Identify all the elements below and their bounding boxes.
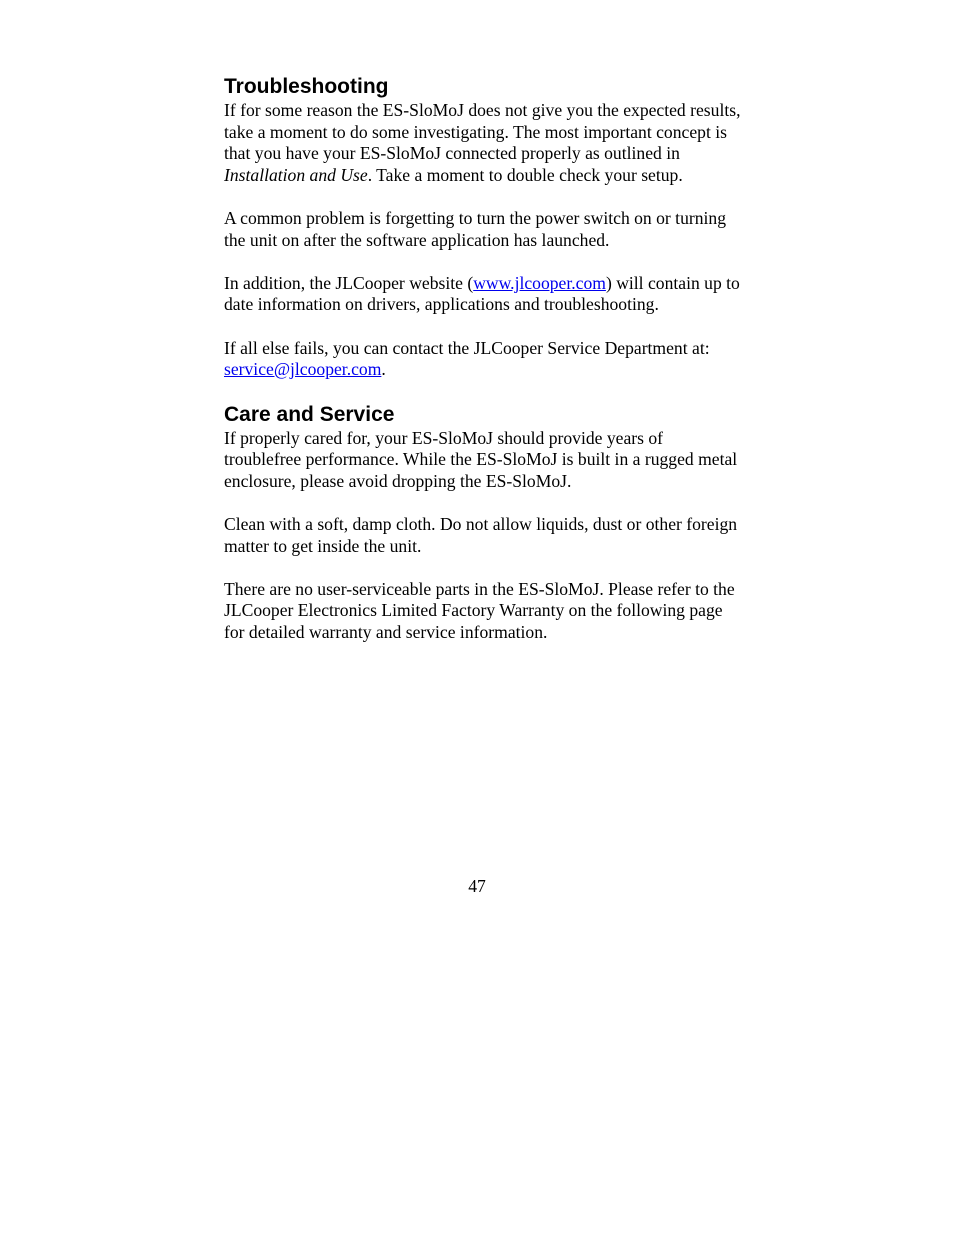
troubleshooting-paragraph-3 (224, 273, 744, 316)
page-content (224, 74, 744, 644)
paragraph-spacer (224, 186, 744, 208)
installation-and-use-reference: Installation and Use (224, 164, 368, 185)
troubleshooting-paragraph-3-text-b: ) will contain up to date information on drivers, applications and troubleshooting. (224, 272, 740, 315)
page-number: 47 (468, 876, 486, 896)
troubleshooting-paragraph-1-text-b: . Take a moment to double check your setup. (367, 164, 683, 185)
troubleshooting-paragraph-1 (224, 100, 744, 186)
service-email-link[interactable]: service@jlcooper.com (224, 359, 382, 380)
care-and-service-heading: Care and Service (224, 402, 395, 426)
troubleshooting-paragraph-3-text-a: In addition, the JLCooper website ( (224, 272, 474, 293)
troubleshooting-paragraph-2: A common problem is forgetting to turn the power switch on or turning the unit on after the software application has launched. (224, 207, 727, 250)
paragraph-spacer (224, 316, 744, 338)
paragraph-spacer (224, 493, 744, 515)
care-paragraph-1: If properly cared for, your ES-SloMoJ should provide years of troublefree performance. While the ES-SloMoJ is built in a rugged metal enclosure, please avoid dropping the ES-SloMoJ. (224, 427, 738, 491)
troubleshooting-heading: Troubleshooting (224, 75, 389, 98)
paragraph-spacer (224, 251, 744, 273)
website-link[interactable]: www.jlcooper.com (473, 272, 606, 293)
care-paragraph-2: Clean with a soft, damp cloth. Do not allow liquids, dust or other foreign matter to get inside the unit. (224, 514, 738, 556)
troubleshooting-paragraph-1-text-a: If for some reason the ES-SloMoJ does not give you the expected results, take a moment to do some investigating. The most important concept is that you have your ES-SloMoJ connected properly as outlined in (224, 100, 741, 164)
troubleshooting-paragraph-4 (224, 338, 744, 381)
paragraph-spacer (224, 557, 744, 579)
care-paragraph-3: There are no user-serviceable parts in the ES-SloMoJ. Please refer to the JLCooper Electronics Limited Factory Warranty on the following page for detailed warranty and service information. (224, 578, 735, 643)
troubleshooting-paragraph-4-text-b: . (381, 359, 386, 380)
troubleshooting-paragraph-4-text-a: If all else fails, you can contact the JLCooper Service Department at: (224, 337, 710, 358)
